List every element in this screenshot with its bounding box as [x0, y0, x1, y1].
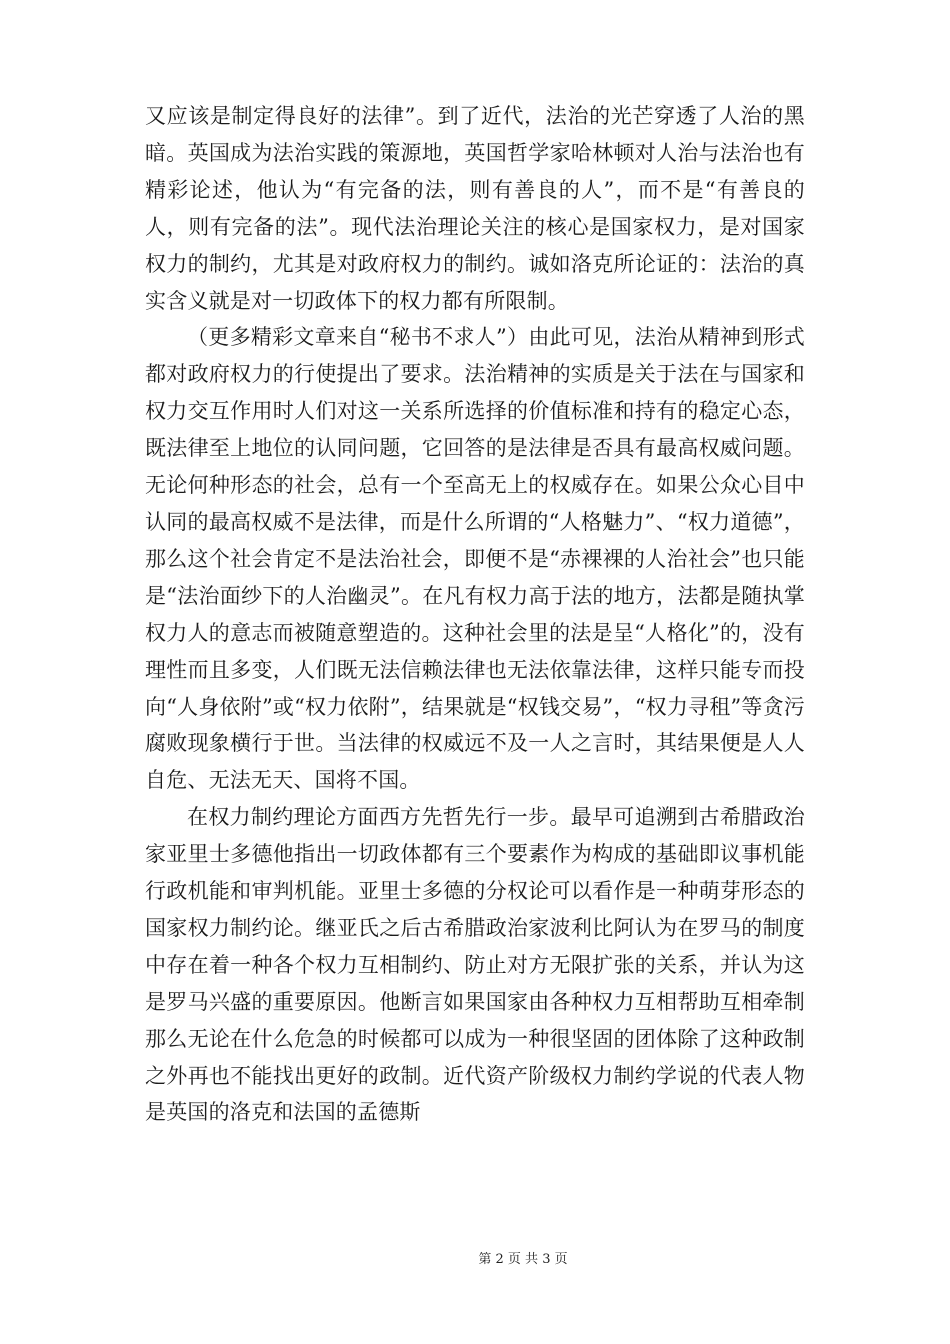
paragraph-1: 又应该是制定得良好的法律”。到了近代，法治的光芒穿透了人治的黑暗。英国成为法治实践的策源地，英国哲学家哈林顿对人治与法治也有精彩论述，他认为“有完备的法，则有善良的人”，而不是“有善良的人，则有完备的法”。现代法治理论关注的核心是国家权力，是对国家权力的制约，尤其是对政府权力的制约。诚如洛克所论证的：法治的真实含义就是对一切政体下的权力都有所限制。	[145, 104, 805, 313]
page-number: 第 2 页 共 3 页	[478, 1252, 568, 1267]
page-footer	[0, 1248, 950, 1267]
document-body	[145, 98, 805, 1131]
paragraph-2: （更多精彩文章来自“秘书不求人”）由此可见，法治从精神到形式都对政府权力的行使提出了要求。法治精神的实质是关于法在与国家和权力交互作用时人们对这一关系所选择的价值标准和持有的稳定心态，既法律至上地位的认同问题，它回答的是法律是否具有最高权威问题。无论何种形态的社会，总有一个至高无上的权威存在。如果公众心目中认同的最高权威不是法律，而是什么所谓的“人格魅力”、“权力道德”，那么这个社会肯定不是法治社会，即便不是“赤裸裸的人治社会”也只能是“法治面纱下的人治幽灵”。在凡有权力高于法的地方，法都是随执掌权力人的意志而被随意塑造的。这种社会里的法是呈“人格化”的，没有理性而且多变，人们既无法信赖法律也无法依靠法律，这样只能专而投向“人身依附”或“权力依附”，结果就是“权钱交易”，“权力寻租”等贪污腐败现象横行于世。当法律的权威远不及一人之言时，其结果便是人人自危、无法无天、国将不国。	[145, 325, 805, 793]
paragraph-3: 在权力制约理论方面西方先哲先行一步。最早可追溯到古希腊政治家亚里士多德他指出一切政体都有三个要素作为构成的基础即议事机能行政机能和审判机能。亚里士多德的分权论可以看作是一种萌芽形态的国家权力制约论。继亚氏之后古希腊政治家波利比阿认为在罗马的制度中存在着一种各个权力互相制约、防止对方无限扩张的关系，并认为这是罗马兴盛的重要原因。他断言如果国家由各种权力互相帮助互相牵制那么无论在什么危急的时候都可以成为一种很坚固的团体除了这种政制之外再也不能找出更好的政制。近代资产阶级权力制约学说的代表人物是英国的洛克和法国的孟德斯	[145, 805, 805, 1125]
